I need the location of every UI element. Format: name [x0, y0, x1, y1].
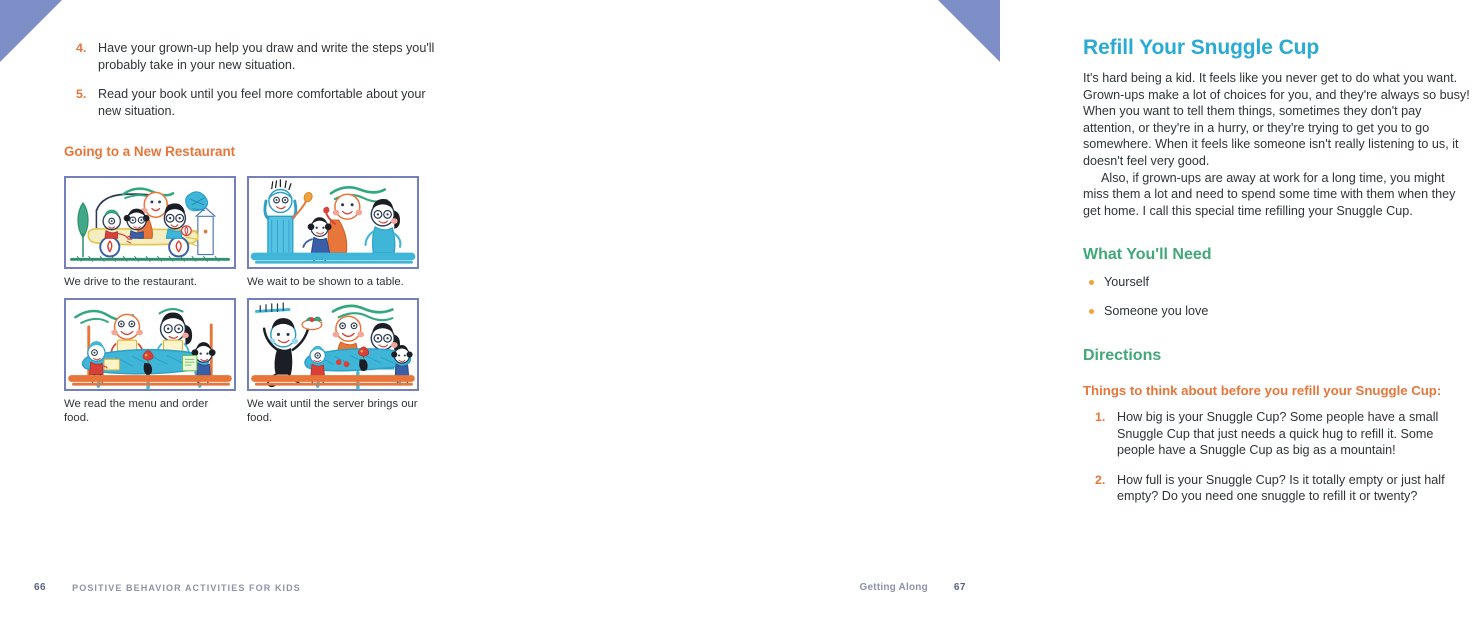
what-you-need-heading: What You'll Need [1083, 246, 1212, 264]
illustration-caption: We wait to be shown to a table. [247, 276, 404, 289]
directions-heading: Directions [1083, 346, 1162, 364]
right-page [500, 0, 1470, 617]
illustration-panel-reading-menus-at-table [64, 298, 236, 391]
illustration-cell [247, 298, 419, 425]
illustration-caption: We drive to the restaurant. [64, 276, 197, 289]
section-heading-restaurant: Going to a New Restaurant [64, 144, 236, 160]
drawing-reading-menus-at-table [66, 300, 234, 389]
corner-triangle-top-right [938, 0, 1000, 62]
list-item [1083, 409, 1473, 459]
intro-paragraph-2: Also, if grown-ups are away at work for a long time, you might miss them a lot and need to spend some time with them when they get home. I call this special time refilling your Snuggle Cup. [1083, 170, 1456, 218]
directions-subheading: Things to think about before you refill your Snuggle Cup: [1083, 382, 1442, 398]
illustration-grid [64, 176, 446, 425]
drawing-server-brings-food [249, 300, 417, 389]
illustration-caption: We wait until the server brings our food. [247, 397, 418, 424]
list-number: 2. [1095, 472, 1106, 487]
corner-triangle-top-left [0, 0, 62, 62]
list-number: 1. [1095, 410, 1106, 425]
directions-list [1083, 409, 1473, 505]
page-title: Refill Your Snuggle Cup [1083, 36, 1320, 59]
illustration-cell [64, 176, 236, 289]
list-text: How big is your Snuggle Cup? Some people have a small Snuggle Cup that just needs a quick hug to refill it. Some people have a Snuggle Cup as big as a mountain! [1117, 410, 1439, 458]
list-text: Yourself [1104, 275, 1150, 290]
bullet-dot-icon [1089, 280, 1094, 285]
illustration-panel-server-brings-food [247, 298, 419, 391]
list-text: Have your grown-up help you draw and write the steps you'll probably take in your new situation. [98, 41, 435, 72]
intro-paragraph-1: It's hard being a kid. It feels like you never get to do what you want. Grown-ups make a lot of choices for you, and they're always so busy! When you want to tell them things, sometimes they don't pay attention, or they're in a hurry, or they're trying to get you to go somewhere. When it feels like someone isn't really listening to us, it doesn't feel very good. [1083, 71, 1470, 168]
illustration-panel-waiting-at-host-stand [247, 176, 419, 269]
list-item [64, 86, 446, 119]
footer-right [860, 582, 966, 593]
illustration-panel-family-in-car [64, 176, 236, 269]
drawing-waiting-at-host-stand [249, 178, 417, 267]
drawing-family-in-car [66, 178, 234, 267]
illustration-cell [64, 298, 236, 425]
running-head-right: Getting Along [859, 582, 928, 593]
running-head-left: POSITIVE BEHAVIOR ACTIVITIES FOR KIDS [72, 582, 301, 593]
list-item [1083, 472, 1473, 505]
left-page [0, 0, 500, 617]
list-item [1083, 303, 1473, 320]
right-page-content [1083, 36, 1473, 505]
illustration-cell [247, 176, 419, 289]
left-numbered-list [64, 40, 446, 119]
footer-left [34, 582, 301, 593]
materials-list [1083, 274, 1473, 319]
page-number-left: 66 [34, 582, 47, 593]
list-text: Read your book until you feel more comfortable about your new situation. [98, 87, 426, 118]
left-page-content [64, 40, 446, 425]
page-number-right: 67 [953, 582, 966, 593]
illustration-caption: We read the menu and order food. [64, 397, 209, 424]
list-item [64, 40, 446, 73]
list-number: 4. [76, 41, 87, 55]
list-number: 5. [76, 87, 87, 102]
bullet-dot-icon [1089, 309, 1094, 314]
list-text: How full is your Snuggle Cup? Is it totally empty or just half empty? Do you need one snuggle to refill it or twenty? [1117, 472, 1445, 504]
list-text: Someone you love [1104, 303, 1209, 318]
list-item [1083, 274, 1473, 291]
